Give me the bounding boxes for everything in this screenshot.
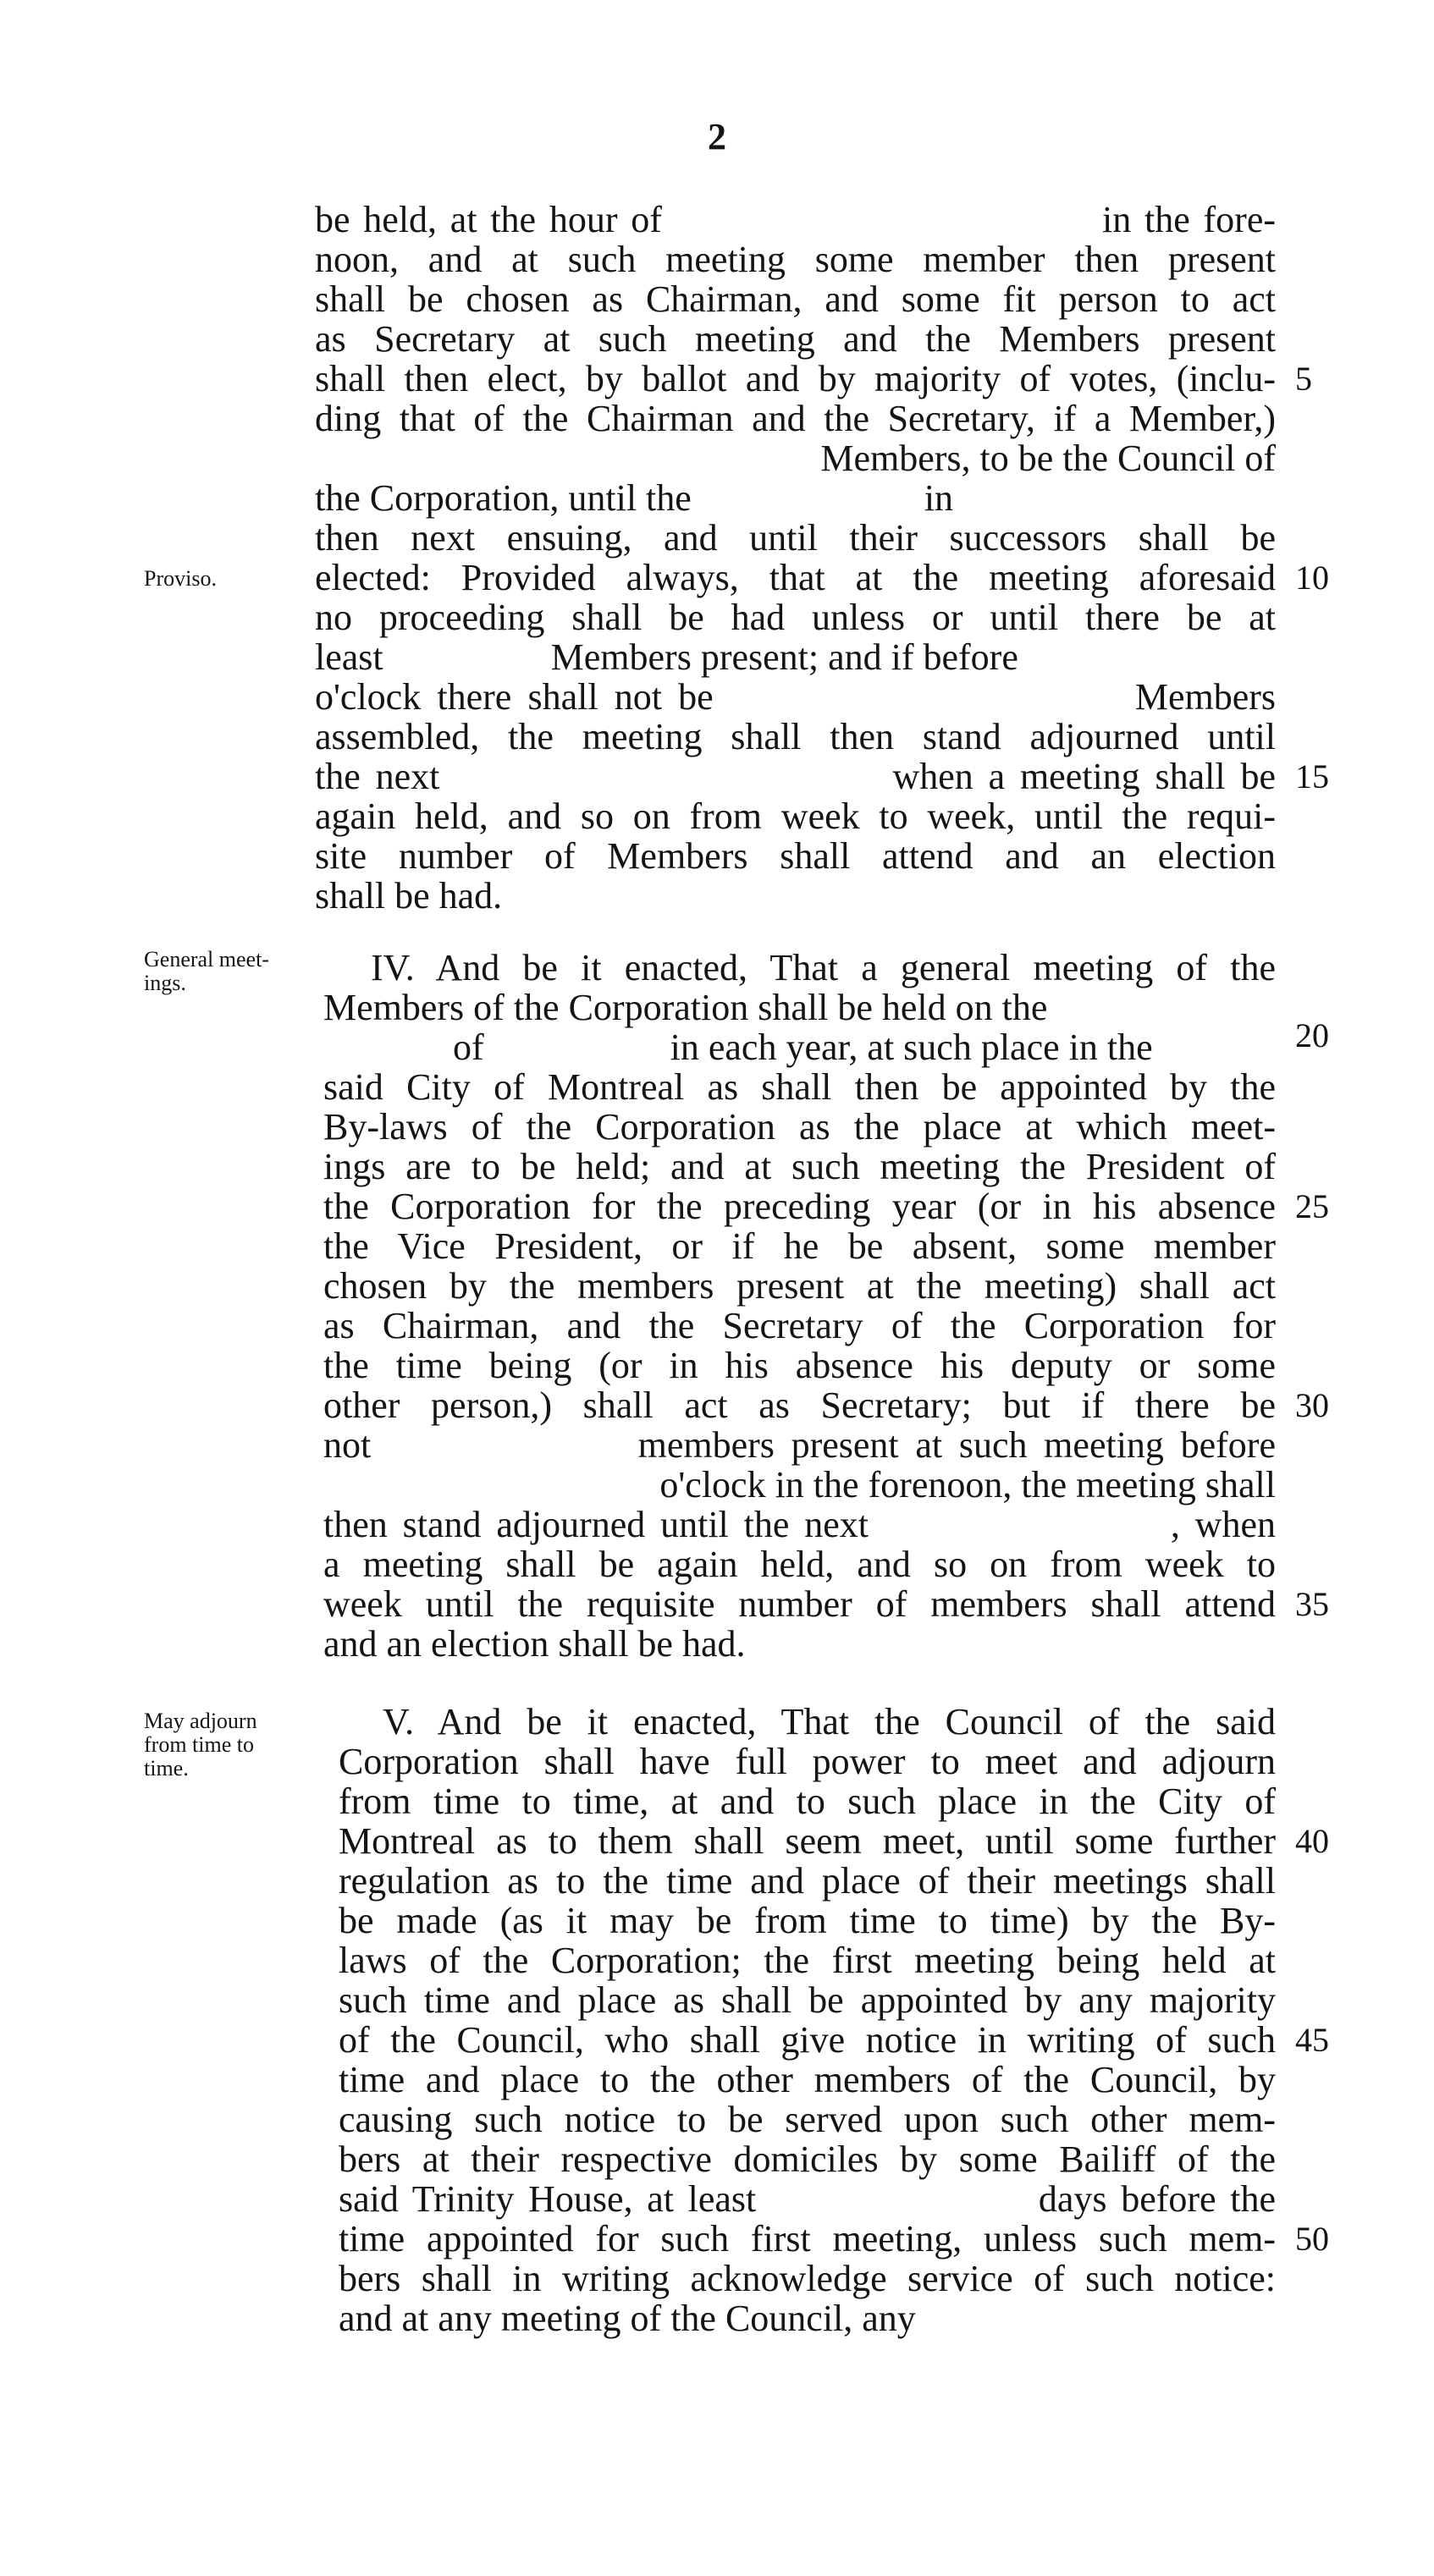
text-line: as Chairman, and the Secretary of the Corporation for bbox=[323, 1305, 1276, 1346]
text-line: a meeting shall be again held, and so on from week to bbox=[323, 1544, 1276, 1585]
side-note-may-adjourn: May adjourn from time to time. bbox=[144, 1709, 257, 1781]
line-number: 10 bbox=[1295, 559, 1329, 597]
line-number: 30 bbox=[1295, 1386, 1329, 1424]
text-line: of in each year, at such place in the bbox=[453, 1027, 1153, 1068]
text-line: By-laws of the Corporation as the place at which meet- bbox=[323, 1106, 1276, 1148]
side-note-general-meetings: General meet- ings. bbox=[144, 947, 269, 995]
text-line: time and place to the other members of the Council, by bbox=[339, 2059, 1276, 2100]
text-line: site number of Members shall attend and an election bbox=[315, 835, 1276, 877]
text-line: from time to time, at and to such place in the City of bbox=[339, 1781, 1276, 1822]
line-number: 35 bbox=[1295, 1585, 1329, 1623]
text-line: as Secretary at such meeting and the Members present bbox=[315, 318, 1276, 360]
text-line: again held, and so on from week to week, until the requi- bbox=[315, 795, 1276, 837]
text-line: Montreal as to them shall seem meet, until some further bbox=[339, 1820, 1276, 1862]
text-line: the time being (or in his absence his deputy or some bbox=[323, 1345, 1276, 1386]
text-line: o'clock there shall not be Members bbox=[315, 676, 1276, 718]
text-line: be held, at the hour of in the fore- bbox=[315, 199, 1276, 240]
line-number: 15 bbox=[1295, 757, 1329, 795]
text-line: said Trinity House, at least days before the bbox=[339, 2178, 1276, 2220]
line-number: 45 bbox=[1295, 2021, 1329, 2059]
text-line: be made (as it may be from time to time) by the By- bbox=[339, 1900, 1276, 1941]
text-line: assembled, the meeting shall then stand adjourned until bbox=[315, 716, 1276, 757]
text-line: bers at their respective domiciles by some Bailiff of the bbox=[339, 2138, 1276, 2180]
text-line: then stand adjourned until the next , when bbox=[323, 1504, 1276, 1545]
text-line: Members, to be the Council of bbox=[820, 438, 1276, 479]
text-line: time appointed for such first meeting, unless such mem- bbox=[339, 2218, 1276, 2260]
text-line: laws of the Corporation; the first meeting being held at bbox=[339, 1940, 1276, 1981]
text-line: ding that of the Chairman and the Secretary, if a Member,) bbox=[315, 398, 1276, 439]
page-number: 2 bbox=[708, 116, 726, 157]
line-number: 25 bbox=[1295, 1187, 1329, 1225]
text-line: then next ensuing, and until their successors shall be bbox=[315, 517, 1276, 559]
text-line: causing such notice to be served upon such other mem- bbox=[339, 2099, 1276, 2140]
text-line: IV. And be it enacted, That a general meeting of the bbox=[371, 947, 1276, 988]
text-line: shall then elect, by ballot and by majority of votes, (inclu- bbox=[315, 358, 1276, 399]
text-line: shall be had. bbox=[315, 875, 503, 916]
text-line: Members of the Corporation shall be held on the bbox=[323, 987, 1048, 1028]
line-number: 5 bbox=[1295, 360, 1312, 398]
text-line: said City of Montreal as shall then be appointed by the bbox=[323, 1066, 1276, 1108]
text-line: shall be chosen as Chairman, and some fit person to act bbox=[315, 278, 1276, 320]
text-line: and at any meeting of the Council, any bbox=[339, 2298, 916, 2339]
text-line: other person,) shall act as Secretary; but if there be bbox=[323, 1384, 1276, 1426]
text-line: Corporation shall have full power to meet and adjourn bbox=[339, 1741, 1276, 1782]
text-line: least Members present; and if before bbox=[315, 636, 1018, 678]
text-line: ings are to be held; and at such meeting the President of bbox=[323, 1146, 1276, 1187]
text-line: the next when a meeting shall be bbox=[315, 756, 1276, 797]
text-line: the Vice President, or if he be absent, some member bbox=[323, 1225, 1276, 1267]
text-line: week until the requisite number of members shall attend bbox=[323, 1583, 1276, 1625]
text-line: of the Council, who shall give notice in writing of such bbox=[339, 2019, 1276, 2061]
text-line: regulation as to the time and place of their meetings shall bbox=[339, 1860, 1276, 1902]
text-line: elected: Provided always, that at the meeting aforesaid bbox=[315, 557, 1276, 598]
line-number: 20 bbox=[1295, 1016, 1329, 1054]
text-line: no proceeding shall be had unless or until there be at bbox=[315, 597, 1276, 638]
text-line: chosen by the members present at the meeting) shall act bbox=[323, 1265, 1276, 1307]
text-line: noon, and at such meeting some member then present bbox=[315, 239, 1276, 280]
line-number: 50 bbox=[1295, 2220, 1329, 2258]
text-line: the Corporation for the preceding year (or in his absence bbox=[323, 1186, 1276, 1227]
text-line: V. And be it enacted, That the Council of the said bbox=[383, 1701, 1276, 1742]
text-line: the Corporation, until the in bbox=[315, 477, 954, 519]
side-note-proviso: Proviso. bbox=[144, 566, 217, 591]
text-line: such time and place as shall be appointed by any majority bbox=[339, 1979, 1276, 2021]
text-line: bers shall in writing acknowledge service of such notice: bbox=[339, 2258, 1276, 2299]
text-line: o'clock in the forenoon, the meeting shall bbox=[659, 1464, 1276, 1505]
text-line: and an election shall be had. bbox=[323, 1623, 746, 1665]
line-number: 40 bbox=[1295, 1822, 1329, 1860]
text-line: not members present at such meeting before bbox=[323, 1424, 1276, 1466]
